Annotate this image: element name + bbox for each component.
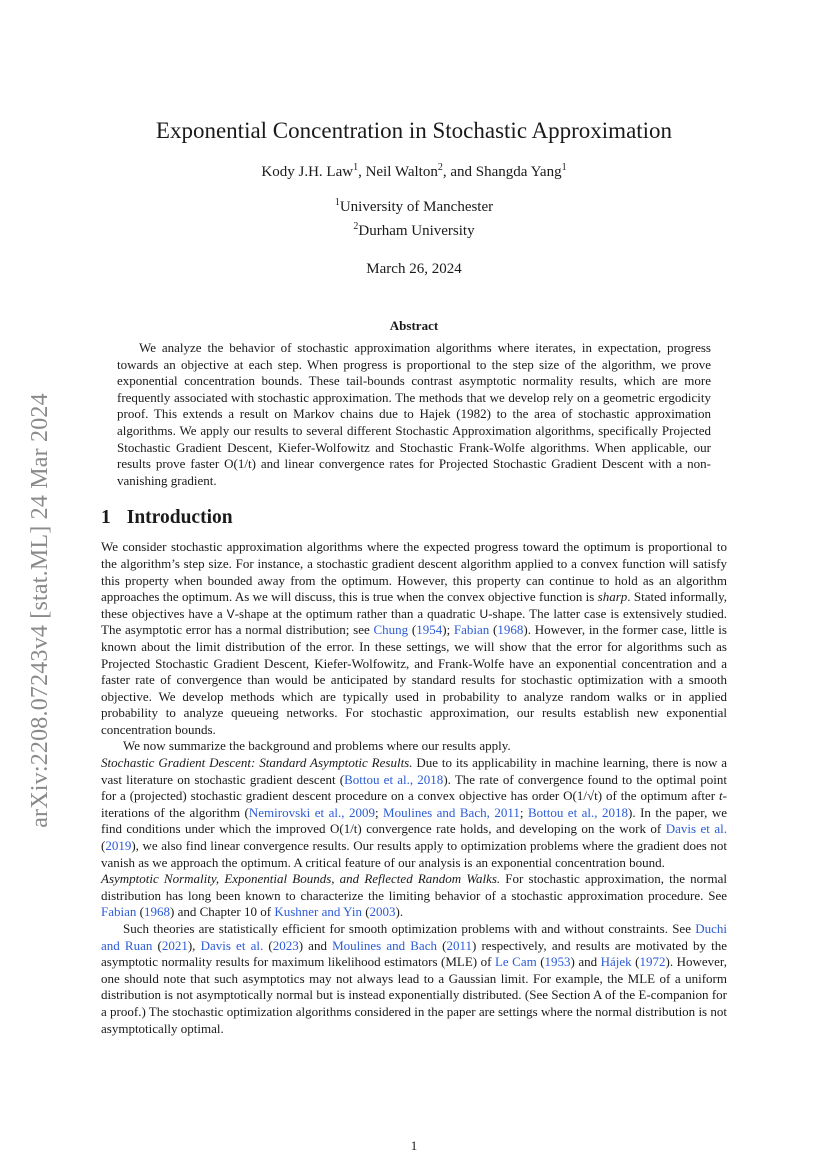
section-heading (101, 507, 727, 529)
paper-title: Exponential Concentration in Stochastic Approximation (155, 118, 673, 143)
citation-link[interactable]: 1968 (497, 622, 524, 638)
shape-letter: U (479, 606, 489, 621)
body-text: -iterations of the algorithm ( (101, 788, 727, 820)
citation-link[interactable]: Davis et al. (200, 937, 264, 953)
body-text: We now summarize the background and problems where our results apply. (123, 738, 511, 754)
author-affil-mark: 1 (353, 162, 359, 173)
body-text: ( (436, 937, 447, 953)
body-text: For stochastic approximation, the normal distribution has long been known to characterize the limiting behavior of a stochastic approximation procedure. See (101, 871, 727, 903)
author-list (101, 162, 727, 181)
body-text: ). However, in the former case, little is known about the limit distribution of the error. In these settings, we will show that the error for algorithms such as Projected Stochastic Gradient Descent, Kiefer-Wolfowitz, and Frank-Wolfe have an exponential concentration and a faster rate of convergence than would be anticipated by standard results for stochastic optimization with a smooth objective. We develop methods which are typically used in probability to analyze random walks or in applied probability to analyze queueing networks. For stochastic approximation, our results establish new exponential concentration bounds. (101, 622, 727, 737)
shape-letter: V (226, 606, 235, 621)
author-name: Kody J.H. Law (261, 164, 354, 180)
body-text: ), we also find linear convergence results. Our results apply to optimization problems where the gradient does not vanish as we approach the optimum. A critical feature of our analysis is an exponential concentration bound. (101, 838, 727, 870)
citation-link[interactable]: Davis et al. (665, 821, 727, 837)
affiliation-list (101, 193, 727, 241)
body-text: ) respectively, and results are motivated by the asymptotic normality results for maximum likelihood estimators (MLE) of (101, 937, 727, 970)
intro-paragraph-1 (101, 539, 727, 738)
author-affil-mark: 2 (437, 162, 443, 173)
page-number: 1 (410, 1138, 418, 1153)
body-text: ). However, one should note that such asymptotics may not always lead to a Gaussian limit. For example, the MLE of a uniform distribution is not asymptotically normal but is instead exponentially distributed. (See Section A of the E-companion for a proof.) The stochastic optimization algorithms considered in the paper are settings where the normal distribution is not asymptotically optimal. (101, 954, 727, 1036)
italic-text: Stochastic Gradient Descent: Standard Asymptotic Results. (101, 755, 413, 771)
body-text: ; (374, 804, 384, 820)
section-number: 1 (101, 507, 111, 529)
body-text: -shape. The latter case is extensively studied. The asymptotic error has a normal distribution; see (101, 605, 728, 638)
body-text: ( (136, 904, 144, 920)
body-text: ); (442, 622, 454, 638)
citation-link[interactable]: Le Cam (494, 954, 537, 970)
affiliation-mark: 2 (353, 221, 359, 232)
body-text: Due to its applicability in machine learning, there is now a vast literature on stochastic gradient descent ( (101, 755, 727, 787)
body-text: ). The rate of convergence found to the optimal point for a (projected) stochastic gradient descent procedure on a convex objective has order O(1/√t) of the optimum after (101, 771, 727, 804)
body-text: ), (187, 937, 201, 953)
citation-link[interactable]: 2023 (272, 937, 299, 953)
citation-link[interactable]: 2019 (105, 838, 132, 854)
citation-link[interactable]: Moulines and Bach (332, 937, 437, 953)
affiliation (101, 217, 727, 241)
citation-link[interactable]: Chung (373, 622, 409, 638)
affiliation-name: University of Manchester (339, 199, 494, 215)
body-text: ( (361, 904, 370, 920)
section-title: Introduction (126, 507, 233, 529)
citation-link[interactable]: Fabian (453, 622, 490, 638)
intro-paragraph-sgd (101, 755, 727, 871)
author-name: Shangda Yang (475, 164, 562, 180)
citation-link[interactable]: 1953 (544, 954, 571, 970)
body-text: ( (489, 622, 498, 638)
body-text: ( (263, 937, 273, 953)
body-text: ( (408, 622, 417, 638)
body-text: ). In the paper, we find conditions under which the improved O(1/t) convergence rate holds, and developing on the work of (101, 804, 727, 837)
intro-paragraph-theories (101, 921, 727, 1037)
citation-link[interactable]: Bottou et al., 2018 (527, 804, 629, 820)
paper-date: March 26, 2024 (366, 261, 462, 277)
body-text: ) and (570, 954, 601, 970)
author-affil-mark: 1 (561, 162, 567, 173)
arxiv-identifier-stamp (20, 350, 60, 870)
citation-link[interactable]: 1972 (639, 954, 666, 970)
body-text: ; (519, 804, 528, 820)
citation-link[interactable]: 1968 (143, 904, 170, 920)
author-separator: , (358, 164, 366, 180)
body-text: ( (101, 838, 106, 854)
intro-paragraph-normality (101, 871, 727, 921)
body-text: ) and Chapter 10 of (169, 904, 275, 920)
citation-link[interactable]: 2021 (161, 937, 188, 953)
body-text: . Stated informally, these objectives have a (101, 589, 727, 621)
italic-text: sharp (597, 589, 628, 605)
arxiv-identifier-text: arXiv:2208.07243v4 [stat.ML] 24 Mar 2024 (26, 392, 53, 828)
citation-link[interactable]: Fabian (101, 904, 137, 920)
citation-link[interactable]: Hájek (600, 954, 632, 970)
italic-text: Asymptotic Normality, Exponential Bounds, and Reflected Random Walks. (101, 871, 501, 887)
body-text: ) and (298, 937, 333, 953)
intro-paragraph-2 (101, 738, 727, 755)
affiliation-mark: 1 (334, 197, 340, 208)
affiliation (101, 193, 727, 217)
citation-link[interactable]: Nemirovski et al., 2009 (248, 804, 375, 820)
citation-link[interactable]: Bottou et al., 2018 (344, 771, 444, 787)
abstract-heading: Abstract (389, 318, 439, 333)
citation-link[interactable]: Moulines and Bach, 2011 (383, 804, 520, 820)
citation-link[interactable]: 2003 (369, 904, 396, 920)
author-separator: , and (442, 164, 476, 180)
abstract-body: We analyze the behavior of stochastic approximation algorithms where iterates, in expectation, progress towards an objective at each step. When progress is proportional to the step size of the algorithm, we prove exponential concentration bounds. These tail-bounds contrast asymptotic normality results, which are more frequently associated with stochastic approximation. The methods that we develop rely on a geometric ergodicity proof. This extends a result on Markov chains due to Hajek (1982) to the area of stochastic approximation algorithms. We apply our results to several different Stochastic Approximation algorithms, specifically Projected Stochastic Gradient Descent, Kiefer-Wolfowitz and Stochastic Frank-Wolfe algorithms. When applicable, our results prove faster O(1/t) and linear convergence rates for Projected Stochastic Gradient Descent with a non-vanishing gradient. (117, 340, 711, 488)
citation-link[interactable]: Duchi and Ruan (101, 921, 727, 953)
citation-link[interactable]: Kushner and Yin (274, 904, 362, 920)
body-text: -shape at the optimum rather than a quadratic (234, 605, 480, 621)
affiliation-name: Durham University (358, 223, 475, 239)
citation-link[interactable]: 2011 (446, 937, 472, 953)
author-name: Neil Walton (365, 164, 438, 180)
italic-text: t (719, 788, 723, 804)
body-text: Such theories are statistically efficient for smooth optimization problems with and without constraints. See (123, 921, 696, 936)
paper-page (101, 112, 727, 1037)
body-text: ). (395, 904, 404, 920)
body-text: ( (631, 954, 640, 970)
body-text: ( (536, 954, 545, 970)
citation-link[interactable]: 1954 (416, 622, 443, 638)
body-text: We consider stochastic approximation algorithms where the expected progress toward the optimum is proportional to the algorithm’s step size. For instance, a stochastic gradient descent algorithm applied to a convex function will satisfy this property when bounded away from the optimum. However, this property can continue to hold as an algorithm approaches the optimum. As we will discuss, this is true when the convex objective function is (101, 539, 727, 605)
body-text: ( (152, 937, 162, 953)
